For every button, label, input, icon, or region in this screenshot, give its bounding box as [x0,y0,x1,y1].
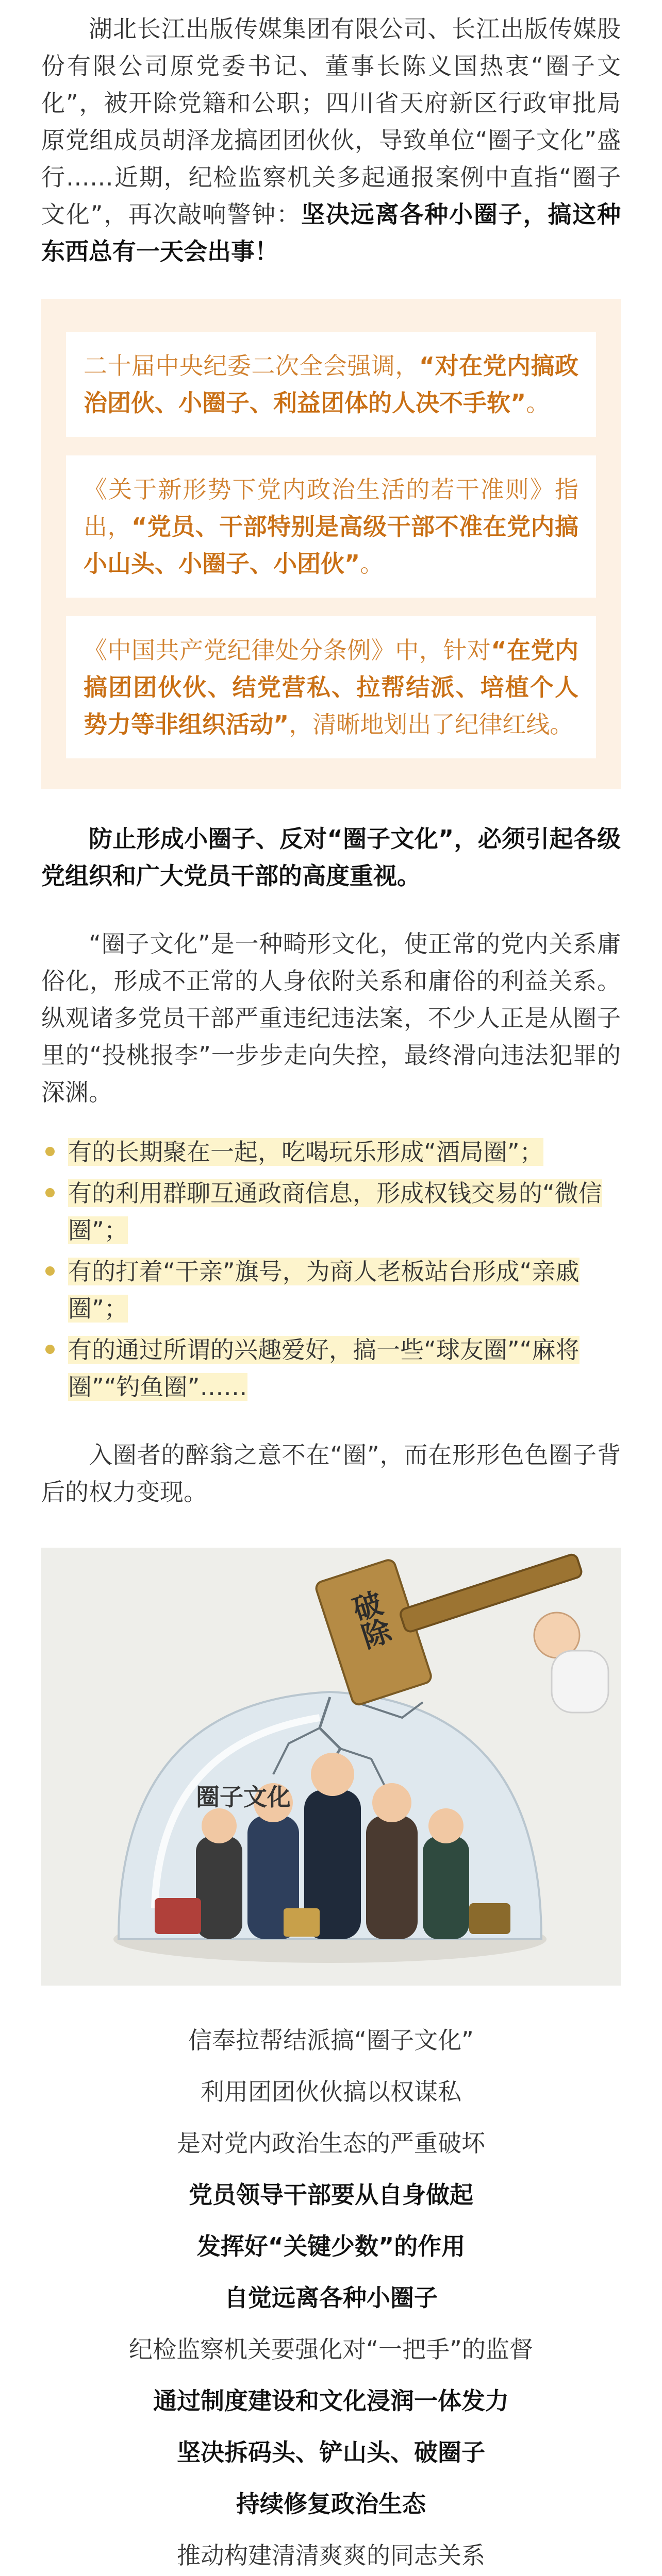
closing-line: 是对党内政治生态的严重破坏 [177,2129,485,2157]
quote-card-1 [66,332,596,437]
quote-1-text: 二十届中央纪委二次全会强调， [84,352,419,380]
illustration-svg [41,1548,621,1986]
quote-2-text: 《关于新形势下党内政治生活的若干准则》指出， [84,476,578,540]
closing-line: 利用团团伙伙搞以权谋私 [201,2078,461,2106]
list-item [41,1253,621,1327]
quote-2-bold: “党员、干部特别是高级干部不准在党内搞小山头、小圈子、小团伙” [84,513,579,578]
closing-line: 党员领导干部要从自身做起 [189,2181,473,2209]
closing-line: 自觉远离各种小圈子 [224,2284,438,2312]
closing-line: 纪检监察机关要强化对“一把手”的监督 [129,2335,533,2363]
closing-intro-paragraph: 入圈者的醉翁之意不在“圈”，而在形形色色圈子背后的权力变现。 [41,1441,621,1506]
closing-line: 推动构建清清爽爽的同志关系 [177,2541,485,2569]
illustration-hammer-dome [41,1548,621,1986]
quote-3-tail: ，清晰地划出了纪律红线。 [289,710,574,738]
closing-line: 发挥好“关键少数”的作用 [196,2232,466,2260]
list-item-text: 有的利用群聊互通政商信息，形成权钱交易的“微信圈”； [68,1179,602,1244]
dome-label: 圈子文化 [196,1783,291,1811]
closing-line: 通过制度建设和文化浸润一体发力 [153,2387,509,2415]
hammer-label: 破除 [344,1587,395,1653]
list-item-text: 有的打着“干亲”旗号，为商人老板站台形成“亲戚圈”； [68,1258,580,1323]
list-item-text: 有的长期聚在一起，吃喝玩乐形成“酒局圈”； [68,1138,543,1166]
body-paragraph: “圈子文化”是一种畸形文化，使正常的党内关系庸俗化，形成不正常的人身依附关系和庸俗的利益关系。纵观诸多党员干部严重违纪违法案，不少人正是从圈子里的“投桃报李”一步步走向失控，最终滑向违法犯罪的深渊。 [41,930,621,1106]
closing-line: 信奉拉帮结派搞“圈子文化” [188,2026,474,2054]
list-item-text: 有的通过所谓的兴趣爱好，搞一些“球友圈”“麻将圈”“钓鱼圈”…… [68,1336,580,1401]
quote-3-text: 《中国共产党纪律处分条例》中，针对 [84,636,491,664]
emphasis-paragraph: 防止形成小圈子、反对“圈子文化”，必须引起各级党组织和广大党员干部的高度重视。 [41,825,621,890]
closing-lines [41,2026,621,2576]
quote-1-bold: “对在党内搞政治团伙、小圈子、利益团体的人决不手软” [84,352,579,417]
closing-line: 坚决拆码头、铲山头、破圈子 [177,2438,485,2466]
list-item [41,1133,621,1171]
intro-bold-text: 坚决远离各种小圈子，搞这种东西总有一天会出事！ [41,200,621,265]
quote-1-tail: 。 [526,389,550,417]
quote-3-bold: “在党内搞团团伙伙、结党营私、拉帮结派、培植个人势力等非组织活动” [84,636,579,738]
quote-2-tail: 。 [360,550,384,578]
quote-card-2 [66,455,596,598]
list-item [41,1331,621,1405]
intro-paragraph [41,10,621,270]
intro-text: 湖北长江出版传媒集团有限公司、长江出版传媒股份有限公司原党委书记、董事长陈义国热衷“圈子文化”，被开除党籍和公职；四川省天府新区行政审批局原党组成员胡泽龙搞团团伙伙，导致单位“圈子文化”盛行……近期，纪检监察机关多起通报案例中直指“圈子文化”，再次敲响警钟： [41,15,621,228]
closing-line: 持续修复政治生态 [236,2490,426,2518]
quote-box [41,299,621,789]
quote-card-3 [66,616,596,758]
list-item [41,1175,621,1249]
bullet-list [41,1133,621,1405]
article-content [41,0,621,2576]
